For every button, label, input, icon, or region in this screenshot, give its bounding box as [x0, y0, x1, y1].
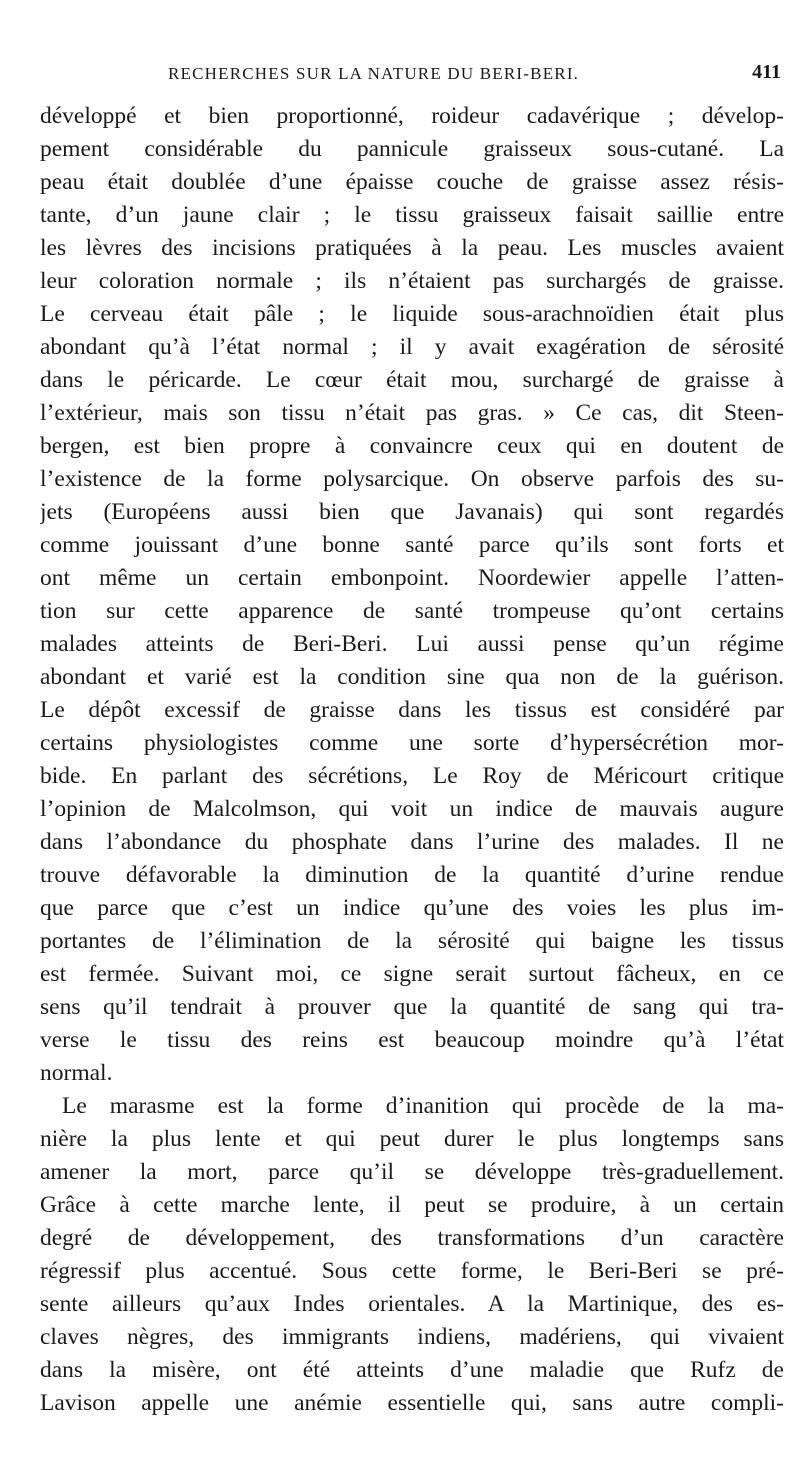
- text-line: dans l’abondance du phosphate dans l’urine des malades. Il ne: [40, 829, 784, 855]
- text-line: Le cerveau était pâle ; le liquide sous-arachnoïdien était plus: [40, 301, 784, 327]
- paragraph-end-line: normal.: [40, 1060, 113, 1086]
- text-line: abondant et varié est la condition sine qua non de la guérison.: [40, 664, 784, 690]
- text-line: peau était doublée d’une épaisse couche de graisse assez résis-: [40, 169, 784, 195]
- text-line: Le dépôt excessif de graisse dans les tissus est considéré par: [40, 697, 784, 723]
- running-title: RECHERCHES SUR LA NATURE DU BERI-BERI.: [168, 64, 580, 83]
- text-line: degré de développement, des transformations d’un caractère: [40, 1225, 784, 1251]
- text-line: Lavison appelle une anémie essentielle qui, sans autre compli-: [40, 1390, 784, 1416]
- text-line: tion sur cette apparence de santé trompeuse qu’ont certains: [40, 598, 784, 624]
- text-line: leur coloration normale ; ils n’étaient pas surchargés de graisse.: [40, 268, 784, 294]
- text-line: certains physiologistes comme une sorte d’hypersécrétion mor-: [40, 730, 784, 756]
- text-line: les lèvres des incisions pratiquées à la peau. Les muscles avaient: [40, 235, 784, 261]
- text-line: tante, d’un jaune clair ; le tissu graisseux faisait saillie entre: [40, 202, 784, 228]
- text-line: sens qu’il tendrait à prouver que la quantité de sang qui tra-: [40, 994, 784, 1020]
- text-line: abondant qu’à l’état normal ; il y avait exagération de sérosité: [40, 334, 784, 360]
- text-line: comme jouissant d’une bonne santé parce qu’ils sont forts et: [40, 532, 784, 558]
- text-line: développé et bien proportionné, roideur cadavérique ; dévelop-: [40, 103, 784, 129]
- text-line: portantes de l’élimination de la sérosité qui baigne les tissus: [40, 928, 784, 954]
- body-text: [40, 100, 784, 1420]
- page-number: 411: [752, 61, 781, 83]
- text-line: que parce que c’est un indice qu’une des voies les plus im-: [40, 895, 784, 921]
- running-header: [40, 61, 784, 88]
- text-line: l’extérieur, mais son tissu n’était pas gras. » Ce cas, dit Steen-: [40, 400, 784, 426]
- text-line: verse le tissu des reins est beaucoup moindre qu’à l’état: [40, 1027, 784, 1053]
- text-line: nière la plus lente et qui peut durer le plus longtemps sans: [40, 1126, 784, 1152]
- text-line: Grâce à cette marche lente, il peut se produire, à un certain: [40, 1192, 784, 1218]
- text-line: bide. En parlant des sécrétions, Le Roy de Méricourt critique: [40, 763, 784, 789]
- text-line: trouve défavorable la diminution de la quantité d’urine rendue: [40, 862, 784, 888]
- text-line: régressif plus accentué. Sous cette forme, le Beri-Beri se pré-: [40, 1258, 784, 1284]
- paragraph-start-line: Le marasme est la forme d’inanition qui procède de la ma-: [62, 1093, 784, 1119]
- text-line: jets (Européens aussi bien que Javanais) qui sont regardés: [40, 499, 784, 525]
- text-line: dans la misère, ont été atteints d’une maladie que Rufz de: [40, 1357, 784, 1383]
- text-line: l’opinion de Malcolmson, qui voit un indice de mauvais augure: [40, 796, 784, 822]
- text-line: malades atteints de Beri-Beri. Lui aussi pense qu’un régime: [40, 631, 784, 657]
- text-line: ont même un certain embonpoint. Noordewier appelle l’atten-: [40, 565, 784, 591]
- text-line: claves nègres, des immigrants indiens, madériens, qui vivaient: [40, 1324, 784, 1350]
- text-line: pement considérable du pannicule graisseux sous-cutané. La: [40, 136, 784, 162]
- text-line: bergen, est bien propre à convaincre ceux qui en doutent de: [40, 433, 784, 459]
- text-line: l’existence de la forme polysarcique. On observe parfois des su-: [40, 466, 784, 492]
- text-line: sente ailleurs qu’aux Indes orientales. A la Martinique, des es-: [40, 1291, 784, 1317]
- text-line: est fermée. Suivant moi, ce signe serait surtout fâcheux, en ce: [40, 961, 784, 987]
- text-line: amener la mort, parce qu’il se développe très-graduellement.: [40, 1159, 784, 1185]
- text-line: dans le péricarde. Le cœur était mou, surchargé de graisse à: [40, 367, 784, 393]
